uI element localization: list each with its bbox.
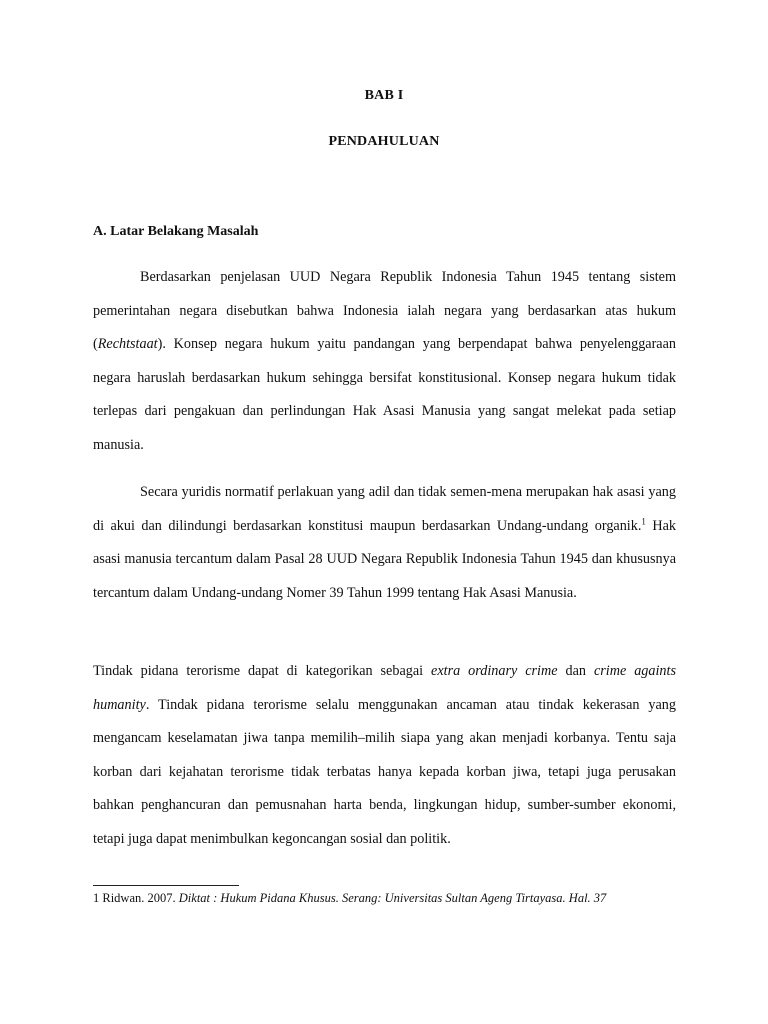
section-title: A. Latar Belakang Masalah [93,224,259,239]
paragraph-3-text-b: dan [557,663,594,679]
footnote-italic: Diktat : Hukum Pidana Khusus. Serang: Universitas Sultan Ageng Tirtayasa. Hal. 37 [178,891,607,905]
paragraph-3-italic-a: extra ordinary crime [431,663,558,679]
footnote [93,889,673,907]
paragraph-3-text-a: Tindak pidana terorisme dapat di kategorikan sebagai [93,663,432,679]
footnote-text: 1 Ridwan. 2007. [93,891,179,905]
footnote-separator [93,885,239,886]
paragraph-2 [93,476,676,610]
paragraph-3-text-c: . Tindak pidana terorisme selalu menggunakan ancaman atau tindak kekerasan yang mengancam keselamatan jiwa tanpa memilih–milih siapa yang akan menjadi korbanya. Tentu saja korban dari kejahatan terorisme tidak terbatas hanya kepada korban jiwa, tetapi juga perusakan bahkan penghancuran dan pemusnahan harta benda, lingkungan hidup, sumber-sumber ekonomi, tetapi juga dapat menimbulkan kegoncangan sosial dan politik. [93,696,676,847]
paragraph-3-italic-b: crime againts humanity [93,663,676,713]
paragraph-1 [93,261,676,463]
paragraph-2-text-a: Secara yuridis normatif perlakuan yang adil dan tidak semen-mena merupakan hak asasi yang di akui dan dilindungi berdasarkan konstitusi maupun berdasarkan Undang-undang organik. [93,484,676,534]
paragraph-1-text-a: Berdasarkan penjelasan UUD Negara Republik Indonesia Tahun 1945 tentang sistem pemerintahan negara disebutkan bahwa Indonesia ialah negara yang berdasarkan atas hukum ( [93,269,676,353]
chapter-title: PENDAHULUAN [328,134,440,149]
paragraph-3 [93,655,676,857]
chapter-number: BAB I [364,88,404,103]
paragraph-1-text-b: ). Konsep negara hukum yaitu pandangan yang berpendapat bahwa penyelenggaraan negara haruslah berdasarkan hukum sehingga bersifat konstitusional. Konsep negara hukum tidak terlepas dari pengakuan dan perlindungan Hak Asasi Manusia yang sangat melekat pada setiap manusia. [93,336,676,453]
paragraph-1-italic: Rechtstaat [97,336,158,353]
footnote-reference[interactable]: 1 [641,515,646,526]
paragraph-2-text-b: Hak asasi manusia tercantum dalam Pasal 28 UUD Negara Republik Indonesia Tahun 1945 dan khususnya tercantum dalam Undang-undang Nomer 39 Tahun 1999 tentang Hak Asasi Manusia. [93,517,677,601]
